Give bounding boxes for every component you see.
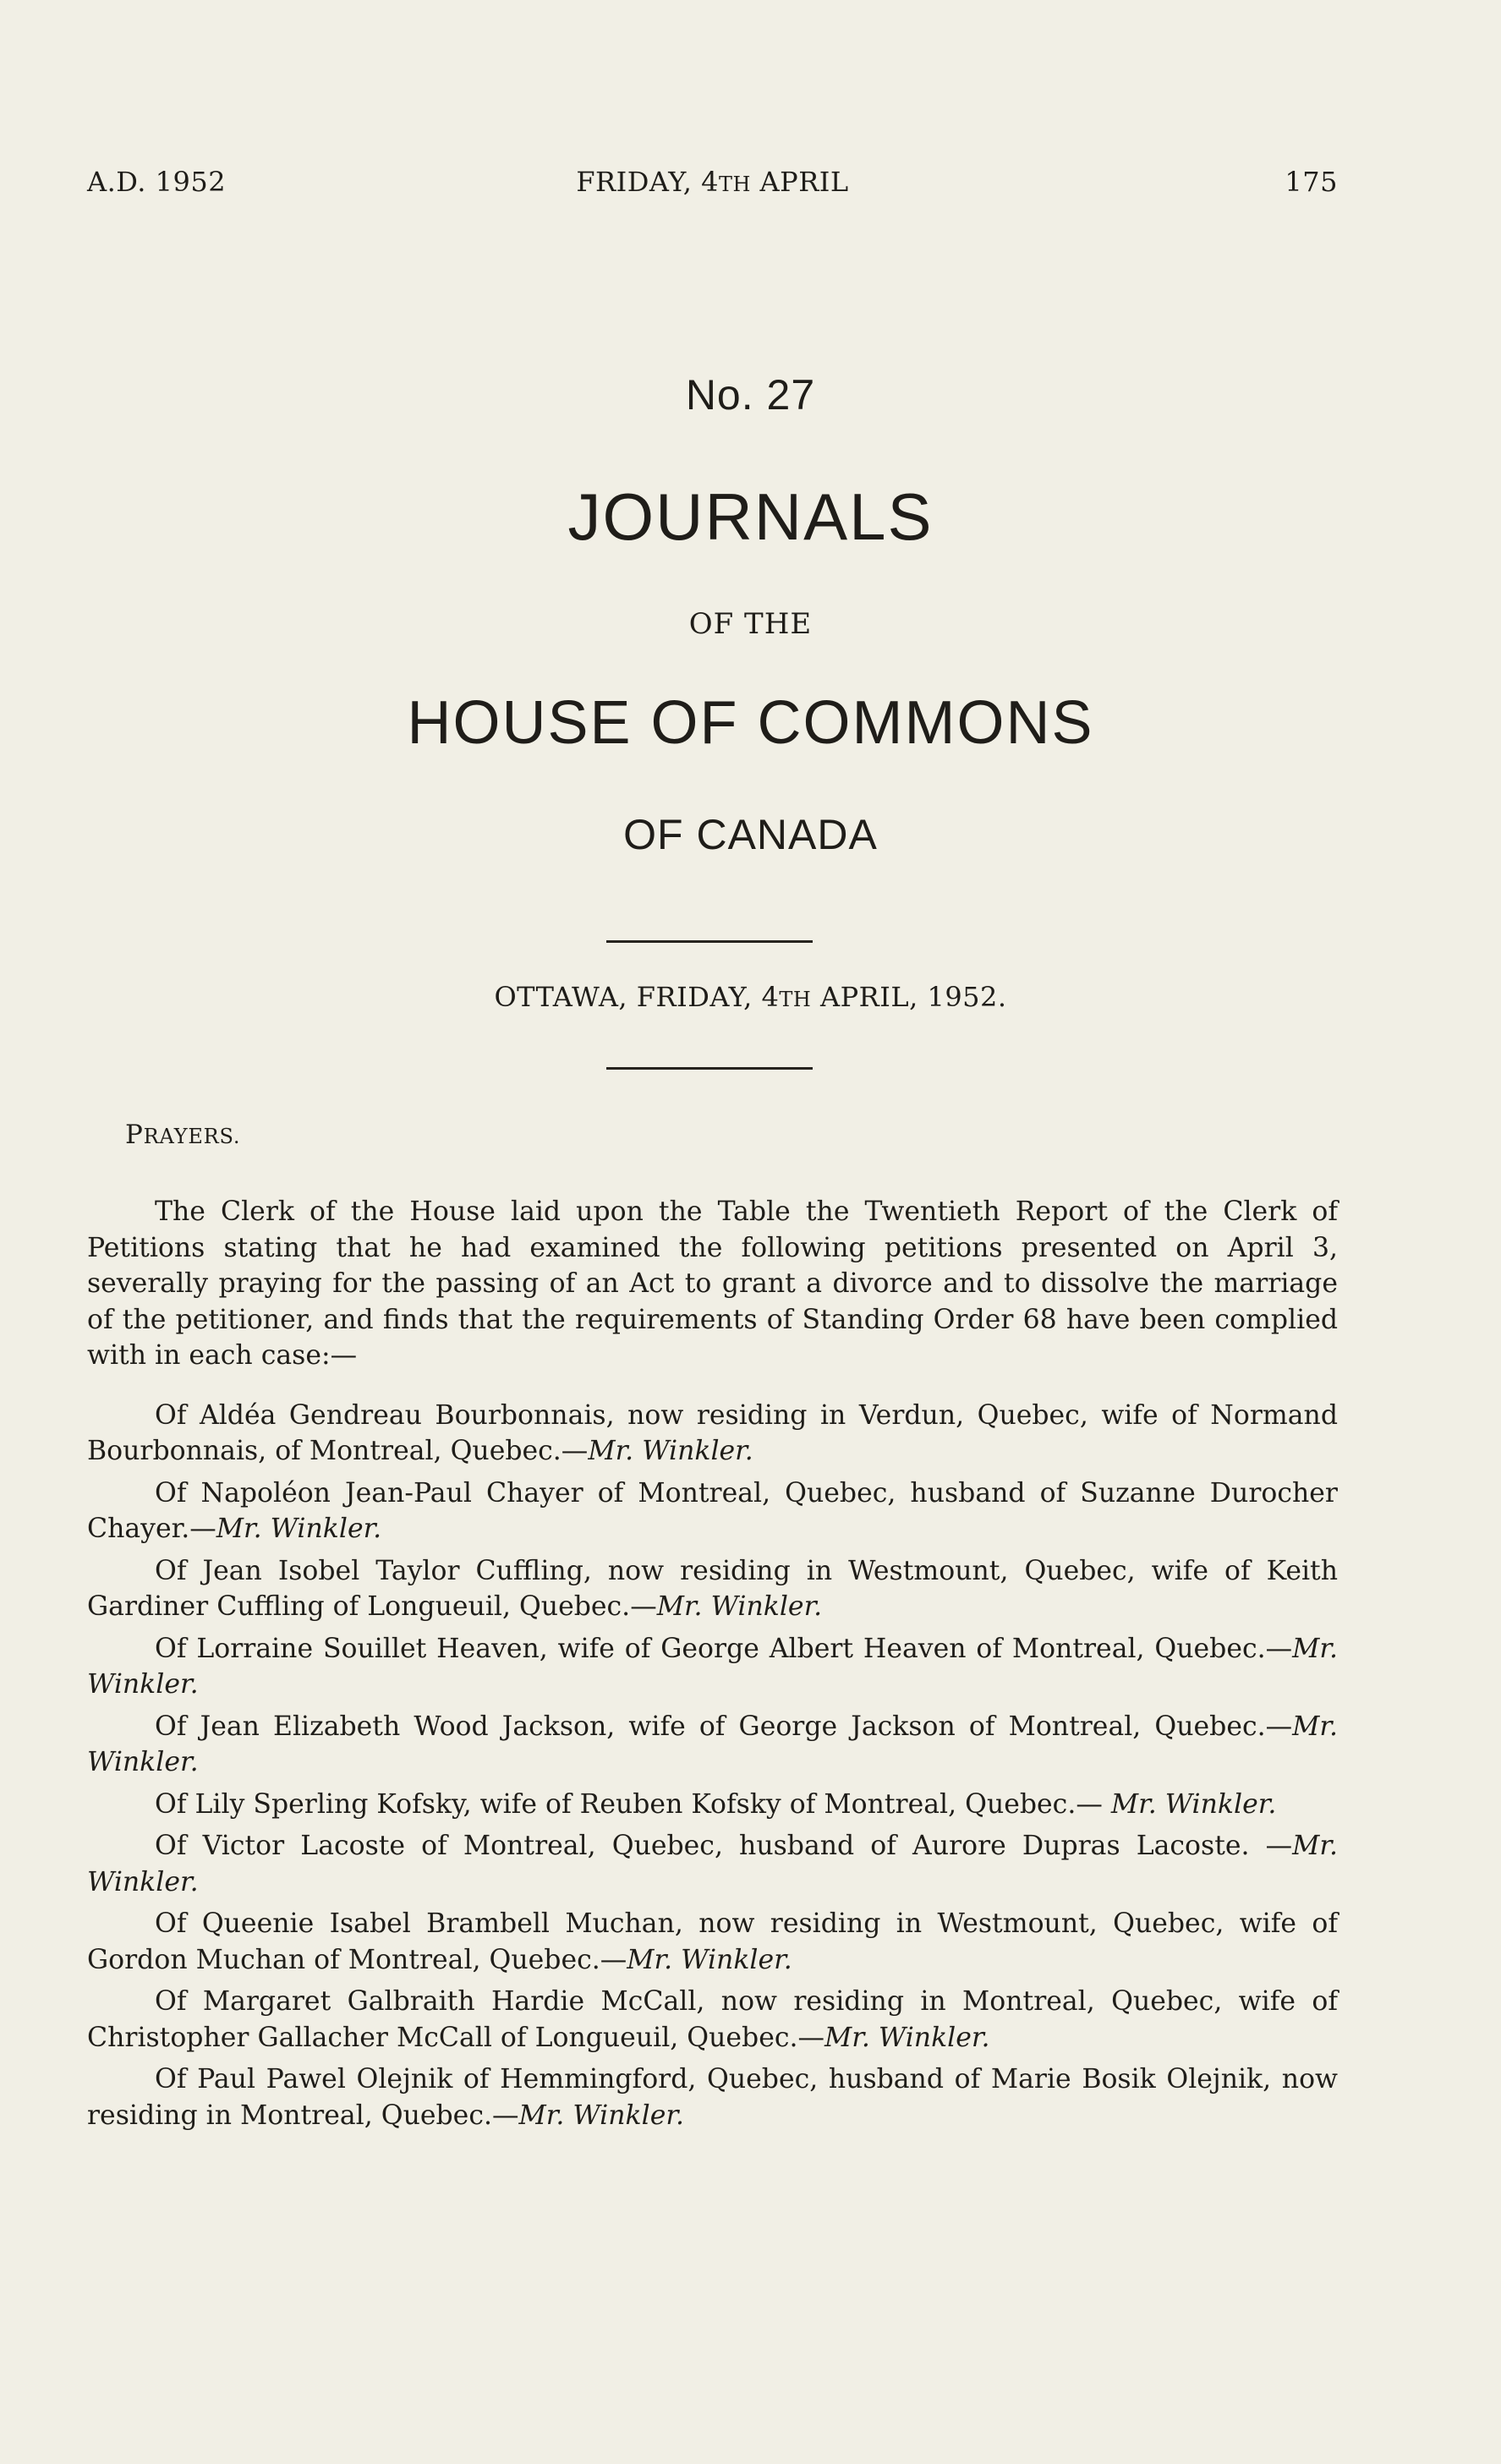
- journal-number: No. 27: [685, 371, 816, 419]
- petition-text: Of Lorraine Souillet Heaven, wife of George Albert Heaven of Montreal, Quebec.—: [155, 1633, 1293, 1664]
- of-the-line: OF THE: [688, 607, 813, 641]
- petition-member: Mr. Winkler.: [627, 1944, 792, 1975]
- of-canada-line: OF CANADA: [623, 811, 878, 858]
- page-number: 175: [1285, 166, 1338, 198]
- petition-member: Mr. Winkler.: [518, 2100, 684, 2131]
- prayers-rest: RAYERS.: [143, 1125, 241, 1148]
- petition-paragraph: [87, 1787, 1338, 1823]
- header-date: [87, 166, 1338, 198]
- dateline-main: OTTAWA, FRIDAY, 4: [494, 981, 780, 1013]
- petition-paragraph: [87, 1398, 1338, 1470]
- petition-member: Mr. Winkler.: [87, 1633, 1338, 1700]
- petition-member: Mr. Winkler.: [1110, 1788, 1277, 1820]
- petition-paragraph: [87, 1828, 1338, 1900]
- petition-text: Of Queenie Isabel Brambell Muchan, now residing in Westmount, Quebec, wife of Gordon Muchan of Montreal, Quebec.—: [87, 1908, 1338, 1975]
- petition-text: Of Jean Isobel Taylor Cuffling, now residing in Westmount, Quebec, wife of Keith Gardiner Cuffling of Longueuil, Quebec.—: [87, 1555, 1338, 1622]
- dateline-tail: APRIL, 1952.: [811, 981, 1007, 1013]
- petition-paragraph: [87, 1476, 1338, 1547]
- prayers-initial: P: [125, 1120, 144, 1150]
- petition-paragraph: [87, 1906, 1338, 1978]
- petition-text: Of Margaret Galbraith Hardie McCall, now residing in Montreal, Quebec, wife of Christopher Gallacher McCall of Longueuil, Quebec.—: [87, 1986, 1338, 2053]
- petition-member: Mr. Winkler.: [87, 1831, 1338, 1897]
- running-head: [87, 166, 1338, 198]
- petition-text: Of Paul Pawel Olejnik of Hemmingford, Quebec, husband of Marie Bosik Olejnik, now residing in Montreal, Quebec.—: [87, 2064, 1338, 2131]
- house-title: HOUSE OF COMMONS: [407, 689, 1094, 757]
- header-year: A.D. 1952: [87, 166, 227, 198]
- journals-title: JOURNALS: [567, 479, 934, 554]
- journal-body: [87, 1194, 1338, 2139]
- dateline: [0, 981, 1501, 1013]
- clerk-report-paragraph: The Clerk of the House laid upon the Table the Twentieth Report of the Clerk of Petitions stating that he had examined the following petitions presented on April 3, severally praying for the passing of an Act to grant a divorce and to dissolve the marriage of the petitioner, and finds that the requirements of Standing Order 68 have been complied with in each case:—: [87, 1196, 1338, 1371]
- prayers-heading: [125, 1120, 240, 1150]
- divider-rule-bottom: [606, 1067, 813, 1070]
- header-date-main: FRIDAY, 4: [576, 166, 719, 198]
- header-date-suffix: TH: [718, 172, 751, 196]
- petition-text: Of Napoléon Jean-Paul Chayer of Montreal, Quebec, husband of Suzanne Durocher Chayer.—: [87, 1477, 1338, 1544]
- dateline-suffix: TH: [779, 988, 812, 1011]
- divider-rule-top: [606, 940, 813, 943]
- header-date-month: APRIL: [750, 166, 849, 198]
- petition-member: Mr. Winkler.: [588, 1436, 753, 1466]
- petition-text: Of Aldéa Gendreau Bourbonnais, now residing in Verdun, Quebec, wife of Normand Bourbonnais, of Montreal, Quebec.—: [87, 1399, 1338, 1466]
- petition-paragraph: [87, 2062, 1338, 2133]
- petition-text: Of Lily Sperling Kofsky, wife of Reuben Kofsky of Montreal, Quebec.—: [155, 1788, 1111, 1820]
- petition-paragraph: [87, 1553, 1338, 1625]
- petition-member: Mr. Winkler.: [216, 1514, 382, 1544]
- petition-text: Of Jean Elizabeth Wood Jackson, wife of George Jackson of Montreal, Quebec.—: [155, 1711, 1293, 1742]
- petition-member: Mr. Winkler.: [824, 2022, 990, 2053]
- petition-paragraph: [87, 1709, 1338, 1781]
- petition-member: Mr. Winkler.: [87, 1711, 1338, 1777]
- petition-text: Of Victor Lacoste of Montreal, Quebec, husband of Aurore Dupras Lacoste. —: [155, 1831, 1293, 1861]
- petition-paragraph: [87, 1984, 1338, 2056]
- petition-member: Mr. Winkler.: [656, 1591, 823, 1622]
- petition-paragraph: [87, 1631, 1338, 1703]
